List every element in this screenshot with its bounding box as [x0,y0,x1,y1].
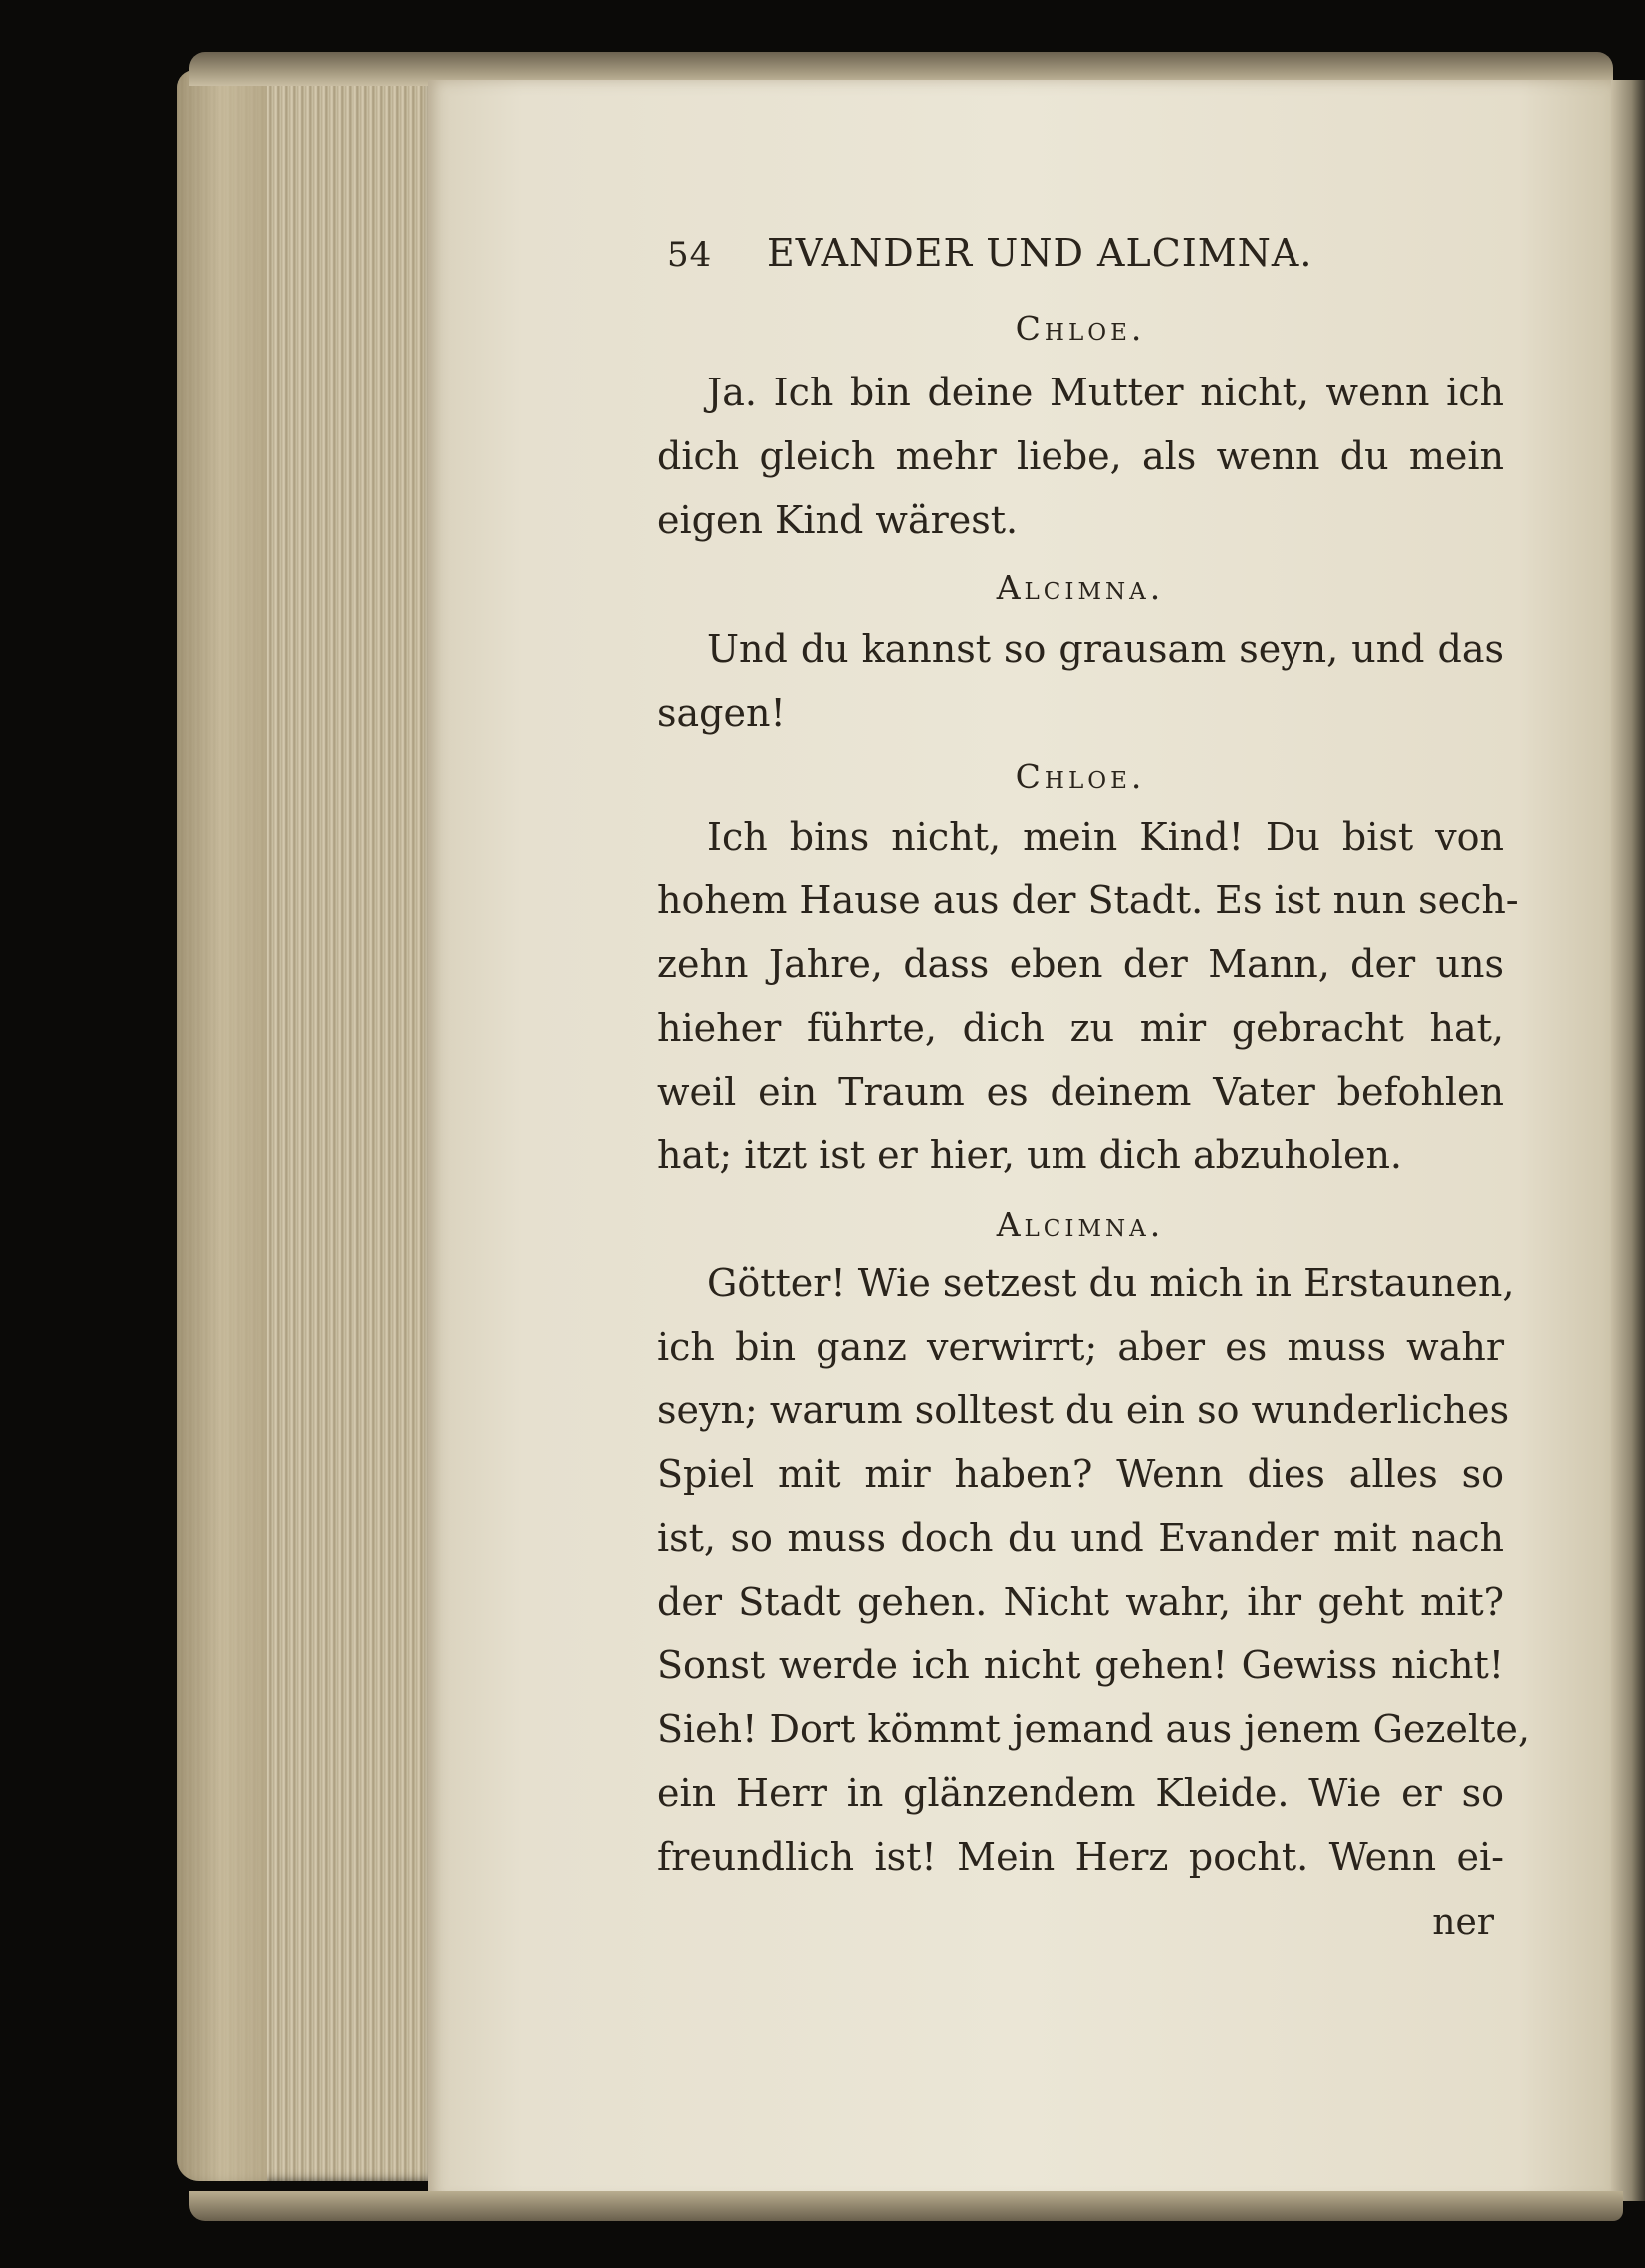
text-line: dich gleich mehr liebe, als wenn du mein [657,434,1504,478]
text-line: sagen! [657,691,786,735]
catchword: ner [1432,1902,1494,1943]
speaker-heading: Chloe. [1015,309,1146,348]
speaker-heading: Chloe. [1015,757,1146,796]
running-head [667,231,1504,291]
page-number: 54 [667,235,713,275]
text-line: Sieh! Dort kömmt jemand aus jenem Gezelte, [657,1707,1529,1751]
text-line: der Stadt gehen. Nicht wahr, ihr geht mit? [657,1580,1504,1624]
text-line: Sonst werde ich nicht gehen! Gewiss nicht! [657,1643,1504,1687]
bottom-edge [189,2191,1623,2221]
text-line: Ja. Ich bin deine Mutter nicht, wenn ich [707,371,1504,414]
text-line: ist, so muss doch du und Evander mit nach [657,1516,1504,1560]
text-line: ich bin ganz verwirrt; aber es muss wahr [657,1325,1504,1369]
speaker-heading: Alcimna. [996,568,1165,607]
text-line: hieher führte, dich zu mir gebracht hat, [657,1006,1504,1050]
text-line: freundlich ist! Mein Herz pocht. Wenn ei- [657,1835,1504,1879]
text-line: eigen Kind wärest. [657,498,1019,542]
text-line: hat; itzt ist er hier, um dich abzuholen. [657,1134,1402,1177]
text-line: seyn; warum solltest du ein so wunderliches [657,1388,1510,1432]
worn-spine-edge [177,70,267,2181]
text-line: zehn Jahre, dass eben der Mann, der uns [657,942,1504,986]
gutter-edge [1611,80,1645,2201]
text-line: Ich bins nicht, mein Kind! Du bist von [707,815,1504,859]
text-line: ein Herr in glänzendem Kleide. Wie er so [657,1771,1504,1815]
running-title: EVANDER UND ALCIMNA. [767,231,1313,275]
text-line: weil ein Traum es deinem Vater befohlen [657,1070,1504,1114]
text-line: hohem Hause aus der Stadt. Es ist nun sech- [657,879,1519,922]
text-line: Spiel mit mir haben? Wenn dies alles so [657,1452,1504,1496]
text-line: Götter! Wie setzest du mich in Erstaunen, [707,1261,1515,1305]
text-line: Und du kannst so grausam seyn, und das [707,628,1504,671]
speaker-heading: Alcimna. [996,1205,1165,1244]
